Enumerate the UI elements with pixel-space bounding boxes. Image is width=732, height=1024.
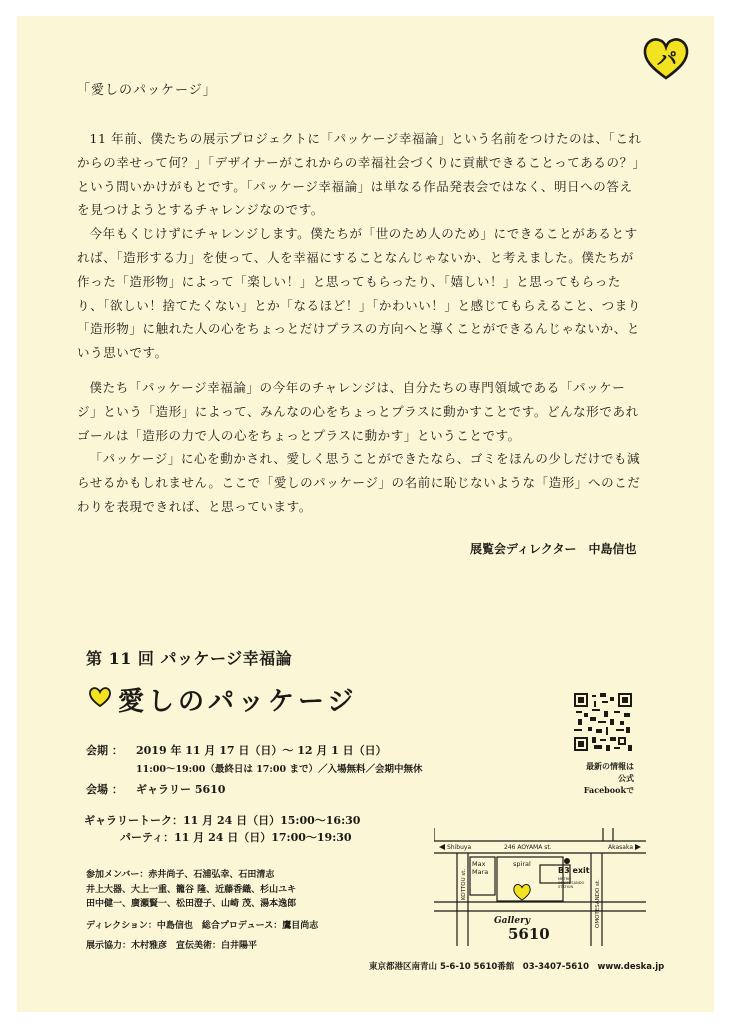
intro-text: 僕たち「パッケージ幸福論」の今年のチャレンジは、自分たちの専門領域である「パッケージ」という「造形」によって、みんなの心をちょっとプラスに動かすことです。どんな形であれゴールは「造形の力で人の心をちょっとプラスに動かす」ということです。 [77,380,639,443]
map-label-metro: METRO [558,877,571,881]
logo-glyph: パ [657,47,677,71]
heart-pa-logo-icon [642,36,690,82]
intro-paragraph-1 [77,127,643,365]
qr-caption-line: 公式 Facebookで [583,773,634,795]
signature: 展覧会ディレクター 中島信也 [470,542,637,556]
qr-caption [574,760,634,796]
map-label-maxmara: Max [472,860,486,868]
map-label-metro: STATION [558,885,574,889]
heart-icon [88,686,112,708]
members-line: 井上大器、大上一重、籠谷 隆、近藤香織、杉山ユキ [86,884,297,895]
map-gallery-number: 5610 [508,925,550,943]
intro-text: 11 年前、僕たちの展示プロジェクトに「パッケージ幸福論」という名前をつけたのは、「これからの幸せって何？」「デザイナーがこれからの幸福社会づくりに貢献できることってあるの？」という問いかけがもとです。「パッケージ幸福論」は単なる作品発表会ではなく、明日への答えを見つけようとするチャレンジなのです。 [77,131,642,218]
map-label-exit: B3 exit [558,866,590,875]
direction-credit: ディレクション：中島信也 総合プロデュース：鷹目尚志 [86,921,319,931]
map-label-akasaka: Akasaka [608,844,633,851]
footer-address: 東京都港区南青山 5-6-10 5610番館 03-3407-5610 www.deska.jp [369,962,665,972]
map-label-kottou: KOTTOU st. [461,868,467,900]
map-label-spiral: spiral [513,860,531,868]
qr-code-icon[interactable] [574,693,632,751]
venue-label: 会場 ： [86,783,123,796]
event-name: 愛しのパッケージ [118,687,358,717]
members-line: 参加メンバー：赤井尚子、石浦弘幸、石田清志 [86,870,275,880]
gallery-talk: ギャラリートーク：11 月 24 日（日）15:00〜16:30 [84,814,361,827]
qr-caption-line: 最新の情報は [586,761,634,771]
hours-text: 11:00〜19:00（最終日は 17:00 まで）／入場無料／会期中無休 [136,764,423,775]
venue-row [86,781,225,797]
period-row [86,742,387,758]
cooperation-credit: 展示協力：木村雅彦 宣伝美術：白井陽平 [86,941,258,951]
location-map [434,828,646,946]
map-label-maxmara: Mara [472,868,489,876]
map-label-shibuya: Shibuya [447,844,472,851]
members-list [86,868,296,912]
map-label-aoyama: 246 AOYAMA st. [504,844,552,851]
map-label-omotesando: OMOTESANDO st. [595,879,601,928]
map-gallery-label: Gallery [494,916,531,926]
members-line: 田中健一、廣瀬賢一、松田澄子、山崎 茂、湯本逸郎 [86,899,297,909]
intro-paragraph-2 [77,376,643,519]
event-series: 第 11 回 パッケージ幸福論 [86,649,293,668]
intro-title: 「愛しのパッケージ」 [77,83,217,98]
intro-text: 「パッケージ」に心を動かされ、愛しく思うことができたなら、ゴミをほんの少しだけでも減らせるかもしれません。ここで「愛しのパッケージ」の名前に恥じないような「造形」へのこだわりを表現できれば、と思っています。 [77,451,641,514]
intro-text: 今年もくじけずにチャレンジします。僕たちが「世のため人のため」にできることがあるとすれば、「造形する力」を使って、人を幸福にすることなんじゃないか、と考えました。僕たちが作った「造形物」によって「楽しい！」と思ってもらったり、「嬉しい！」と思ってもらったり、「欲しい！捨てたくない」とか「なるほど！」「かわいい！」と感じてもらえること、つまり「造形物」に触れた人の心をちょっとだけプラスの方向へと導くことができるんじゃないか、という思いです。 [77,226,641,361]
period-value: 2019 年 11 月 17 日（日）〜 12 月 1 日（日） [136,744,387,757]
period-label: 会期 ： [86,744,123,757]
venue-value: ギャラリー 5610 [136,783,226,796]
map-label-metro: OMOTESANDO [558,881,585,885]
party: パーティ：11 月 24 日（日）17:00〜19:30 [120,831,352,844]
